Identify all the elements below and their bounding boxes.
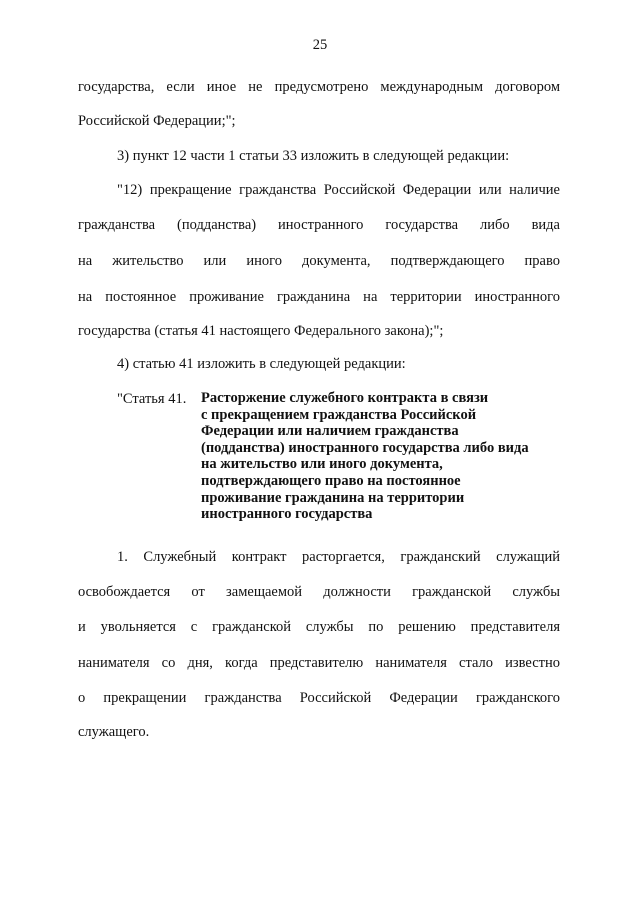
intro-line-2: Российской Федерации;";	[78, 113, 236, 129]
clause-12-line-2: гражданства (подданства) иностранного государства либо вида	[78, 217, 560, 233]
article-heading-line: подтверждающего право на постоянное	[201, 472, 461, 489]
article-heading	[201, 390, 551, 523]
article-heading-line: (подданства) иностранного государства либо вида	[201, 439, 529, 456]
part-1-line-6: служащего.	[78, 724, 150, 740]
part-1-line-2: освобождается от замещаемой должности гражданской службы	[78, 584, 560, 600]
part-1-line-4: нанимателя со дня, когда представителю нанимателя стало известно	[78, 655, 560, 671]
article-heading-line: проживание гражданина на территории	[201, 489, 465, 506]
item-4-line: 4) статью 41 изложить в следующей редакции:	[117, 356, 406, 372]
clause-12-line-5: государства (статья 41 настоящего Федерального закона);";	[78, 323, 444, 339]
page-number: 25	[312, 37, 328, 53]
clause-12-line-4: на постоянное проживание гражданина на территории иностранного	[78, 289, 560, 305]
article-heading-line: на жительство или иного документа,	[201, 456, 443, 473]
part-1-line-1: 1. Служебный контракт расторгается, гражданский служащий	[117, 549, 560, 565]
clause-12-line-3: на жительство или иного документа, подтверждающего право	[78, 253, 560, 269]
part-1-line-5: о прекращении гражданства Российской Федерации гражданского	[78, 690, 560, 706]
clause-12-line-1: "12) прекращение гражданства Российской Федерации или наличие	[117, 182, 560, 198]
article-label: "Статья 41.	[117, 391, 187, 407]
intro-line-1: государства, если иное не предусмотрено международным договором	[78, 79, 560, 95]
article-heading-line: иностранного государства	[201, 506, 373, 523]
part-1-line-3: и увольняется с гражданской службы по решению представителя	[78, 619, 560, 635]
article-heading-line: Расторжение служебного контракта в связи	[201, 390, 489, 406]
item-3-line: 3) пункт 12 части 1 статьи 33 изложить в следующей редакции:	[117, 148, 510, 164]
article-heading-line: Федерации или наличием гражданства	[201, 423, 459, 440]
article-heading-line: с прекращением гражданства Российской	[201, 406, 477, 423]
